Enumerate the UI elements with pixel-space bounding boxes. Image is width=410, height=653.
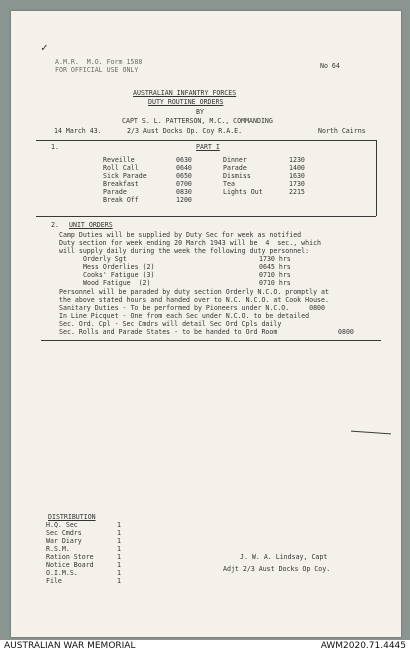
distribution-count: 1 <box>117 529 121 537</box>
section-1-right-rule <box>376 140 377 216</box>
duty-label: Wood Fatigue (2) <box>83 279 151 287</box>
intro-line: will supply daily during the week the following duty personnel: <box>59 247 310 255</box>
schedule-label: Tea <box>223 180 235 188</box>
document-page <box>11 11 401 637</box>
distribution-item: O.I.M.S. <box>46 569 78 577</box>
schedule-label: Lights Out <box>223 188 263 196</box>
note-line: In Line Picquet - One from each Sec under N.C.O. to be detailed <box>59 312 310 320</box>
distribution-count: 1 <box>117 521 121 529</box>
duty-time: 0710 hrs <box>259 279 291 287</box>
duty-time: 0710 hrs <box>259 271 291 279</box>
schedule-time: 1230 <box>289 156 305 164</box>
schedule-time: 1400 <box>289 164 305 172</box>
distribution-count: 1 <box>117 569 121 577</box>
schedule-time: 0830 <box>176 188 192 196</box>
distribution-heading: DISTRIBUTION <box>48 513 96 521</box>
distribution-count: 1 <box>117 553 121 561</box>
note-line: Sec. Ord. Cpl - Sec Cmdrs will detail Sec Ord Cpls daily <box>59 320 282 328</box>
commanding-line: CAPT S. L. PATTERSON, M.C., COMMANDING <box>122 117 273 125</box>
distribution-item: Sec Cmdrs <box>46 529 82 537</box>
schedule-time: 0630 <box>176 156 192 164</box>
distribution-count: 1 <box>117 561 121 569</box>
intro-line: Camp Duties will be supplied by Duty Sec for week as notified <box>59 231 302 239</box>
distribution-count: 1 <box>117 545 121 553</box>
section-2-heading: UNIT ORDERS <box>69 221 113 229</box>
section-1-heading: PART I <box>196 143 220 151</box>
order-date: 14 March 43. <box>54 127 102 135</box>
signatory-name: J. W. A. Lindsay, Capt <box>240 553 328 561</box>
schedule-time: 0640 <box>176 164 192 172</box>
copy-number: No 64 <box>320 62 340 70</box>
distribution-item: Ration Store <box>46 553 94 561</box>
orders-title: DUTY ROUTINE ORDERS <box>148 98 224 106</box>
section-1-number: 1. <box>51 143 59 151</box>
rolls-time: 0800 <box>338 328 354 336</box>
schedule-label: Dinner <box>223 156 247 164</box>
unit-name: 2/3 Aust Docks Op. Coy R.A.E. <box>127 127 243 135</box>
schedule-label: Roll Call <box>103 164 139 172</box>
duty-label: Mess Orderlies (2) <box>83 263 155 271</box>
schedule-time: 1730 <box>289 180 305 188</box>
distribution-item: Notice Board <box>46 561 94 569</box>
note-line: Sanitary Duties - To be performed by Pioneers under N.C.O. 0800 <box>59 304 325 312</box>
schedule-time: 2215 <box>289 188 305 196</box>
schedule-label: Reveille <box>103 156 135 164</box>
location: North Cairns <box>318 127 366 135</box>
duty-time: 1730 hrs <box>259 255 291 263</box>
schedule-time: 0700 <box>176 180 192 188</box>
signatory-role: Adjt 2/3 Aust Docks Op Coy. <box>223 565 331 573</box>
schedule-label: Breakfast <box>103 180 139 188</box>
section-2-number: 2. <box>51 221 59 229</box>
schedule-label: Sick Parade <box>103 172 147 180</box>
schedule-label: Dismiss <box>223 172 251 180</box>
by-line: BY <box>196 108 204 116</box>
archive-reference: AWM2020.71.4445 <box>320 641 406 651</box>
distribution-item: War Diary <box>46 537 82 545</box>
duty-time: 0645 hrs <box>259 263 291 271</box>
archive-footer <box>0 640 410 653</box>
note-line: Personnel will be paraded by duty section Orderly N.C.O. promptly at <box>59 288 329 296</box>
distribution-item: File <box>46 577 62 585</box>
distribution-item: R.S.M. <box>46 545 70 553</box>
schedule-time: 1630 <box>289 172 305 180</box>
stray-pen-stroke <box>351 431 391 435</box>
schedule-time: 1200 <box>176 196 192 204</box>
duty-label: Cooks' Fatigue (3) <box>83 271 155 279</box>
duty-label: Orderly Sgt <box>83 255 127 263</box>
section-1-bottom-rule <box>36 216 376 217</box>
section-1-top-rule <box>36 140 376 141</box>
distribution-count: 1 <box>117 577 121 585</box>
schedule-label: Parade <box>223 164 247 172</box>
pen-mark-icon: ✓ <box>41 41 48 54</box>
distribution-count: 1 <box>117 537 121 545</box>
distribution-item: H.Q. Sec <box>46 521 78 529</box>
note-line: Sec. Rolls and Parade States - to be handed to Ord Room <box>59 328 278 336</box>
schedule-time: 0650 <box>176 172 192 180</box>
unit-title: AUSTRALIAN INFANTRY FORCES <box>133 89 237 97</box>
schedule-label: Parade <box>103 188 127 196</box>
intro-line: Duty section for week ending 20 March 1943 will be 4 sec., which <box>59 239 322 247</box>
note-line: the above stated hours and handed over to N.C. N.C.O. at Cook House. <box>59 296 329 304</box>
archive-name: AUSTRALIAN WAR MEMORIAL <box>4 641 136 651</box>
form-line: A.M.R. M.O. Form 1588 <box>55 58 143 66</box>
schedule-label: Break Off <box>103 196 139 204</box>
classification: FOR OFFICIAL USE ONLY <box>55 66 139 74</box>
section-2-bottom-rule <box>41 340 381 341</box>
